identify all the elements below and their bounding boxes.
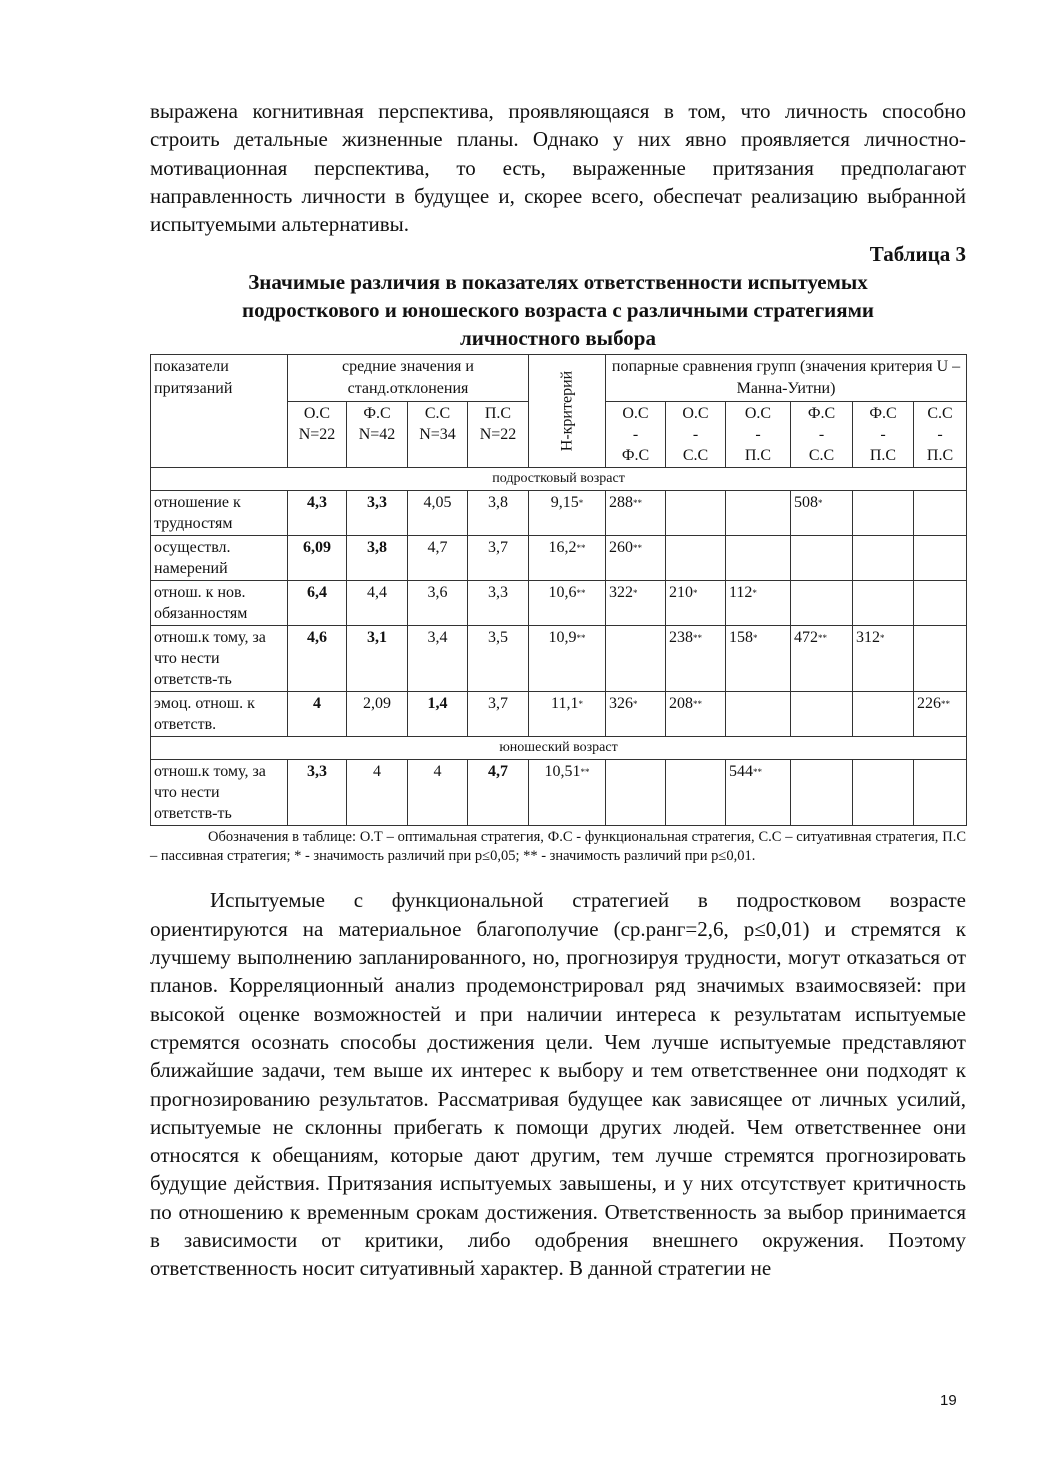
- cell-u: [853, 692, 914, 737]
- cell-u: [914, 491, 967, 536]
- cell-mean: 4,7: [408, 536, 468, 581]
- pair-header: О.С - Ф.С: [606, 402, 666, 468]
- header-indicators: показатели притязаний: [151, 355, 288, 468]
- cell-h: 11,1*: [529, 692, 606, 737]
- header-h-criterion: [529, 355, 606, 468]
- cell-u: [853, 536, 914, 581]
- section-row-youth: [151, 737, 967, 760]
- cell-mean: 3,3: [288, 760, 347, 826]
- cell-u: [726, 536, 791, 581]
- document-page: [150, 97, 966, 1283]
- cell-u: [853, 491, 914, 536]
- cell-u: [791, 581, 853, 626]
- page-number: 19: [940, 1392, 957, 1409]
- cell-h: 9,15*: [529, 491, 606, 536]
- row-label: отнош. к нов. обязанностям: [151, 581, 288, 626]
- table-number: Таблица 3: [869, 242, 966, 267]
- cell-mean: 3,7: [468, 536, 529, 581]
- pair-header: О.С - С.С: [666, 402, 726, 468]
- cell-mean: 3,4: [408, 626, 468, 692]
- cell-mean: 3,1: [347, 626, 408, 692]
- cell-mean: 3,3: [468, 581, 529, 626]
- cell-u: [666, 536, 726, 581]
- table-title: Значимые различия в показателях ответственности испытуемых подросткового и юношеского возраста с различными стратегиями личностного выбора: [242, 270, 874, 351]
- table-row: [151, 491, 967, 536]
- cell-mean: 4: [347, 760, 408, 826]
- cell-u: 544**: [726, 760, 791, 826]
- cell-mean: 3,6: [408, 581, 468, 626]
- cell-mean: 4: [408, 760, 468, 826]
- cell-mean: 3,7: [468, 692, 529, 737]
- cell-h: 10,51**: [529, 760, 606, 826]
- cell-u: 508*: [791, 491, 853, 536]
- pair-header: Ф.С - П.С: [853, 402, 914, 468]
- cell-u: [791, 760, 853, 826]
- cell-u: 288**: [606, 491, 666, 536]
- cell-u: [606, 626, 666, 692]
- paragraph-intro: выражена когнитивная перспектива, проявляющаяся в том, что личность способно строить детальные жизненные планы. Однако у них явно проявляется личностно-мотивационная перспектива, то есть, выраженные притязания предполагают направленность личности в будущее и, скорее всего, обеспечат реализацию выбранной испытуемыми альтернативы.: [150, 99, 966, 237]
- cell-u: [726, 491, 791, 536]
- row-label: эмоц. отнош. к ответств.: [151, 692, 288, 737]
- cell-u: [726, 692, 791, 737]
- group-header: С.С N=34: [408, 402, 468, 468]
- cell-u: 208**: [666, 692, 726, 737]
- header-h-criterion-label: Н-критерий: [558, 371, 576, 452]
- cell-u: 472**: [791, 626, 853, 692]
- paragraph-main: Испытуемые с функциональной стратегией в подростковом возрасте ориентируются на материальное благополучие (ср.ранг=2,6, р≤0,01) и стремятся к лучшему выполнению запланированного, но, прогнозируя трудности, могут отказаться от планов. Корреляционный анализ продемонстрировал ряд значимых взаимосвязей: при высокой оценке возможностей и при наличии интереса к результатам испытуемые стремятся осознать способы достижения цели. Чем лучше испытуемые представляют ближайшие задачи, тем выше их интерес к выбору и тем ответственнее они подходят к прогнозированию результатов. Рассматривая будущее как зависящее от личных усилий, испытуемые не склонны прибегать к помощи других людей. Чем ответственнее они относятся к обещаниям, которые дают другим, тем лучше стремятся прогнозировать будущие действия. Притязания испытуемых завышены, и у них отсутствует критичность по отношению к временным срокам достижения. Ответственность за выбор принимается в зависимости от критики, либо одобрения внешнего окружения. Поэтому ответственность носит ситуативный характер. В данной стратегии не: [150, 888, 966, 1281]
- header-row-1: [151, 355, 967, 402]
- table-note: Обозначения в таблице: О.Т – оптимальная стратегия, Ф.С - функциональная стратегия, С.С – ситуативная стратегия, П.С – пассивная стратегия; * - значимость различий при р≤0,05; ** - значимость различий при р≤0,01.: [150, 829, 966, 865]
- cell-u: [914, 536, 967, 581]
- row-label: отнош.к тому, за что нести ответств-ть: [151, 760, 288, 826]
- cell-u: [914, 626, 967, 692]
- section-youth: юношеский возраст: [151, 737, 967, 760]
- cell-u: 210*: [666, 581, 726, 626]
- cell-u: 158*: [726, 626, 791, 692]
- section-teen: подростковый возраст: [151, 468, 967, 491]
- cell-u: 326*: [606, 692, 666, 737]
- cell-u: 260**: [606, 536, 666, 581]
- cell-mean: 4: [288, 692, 347, 737]
- cell-mean: 6,4: [288, 581, 347, 626]
- cell-mean: 1,4: [408, 692, 468, 737]
- cell-u: 112*: [726, 581, 791, 626]
- group-header: Ф.С N=42: [347, 402, 408, 468]
- cell-mean: 4,7: [468, 760, 529, 826]
- table-row: [151, 760, 967, 826]
- group-header: О.С N=22: [288, 402, 347, 468]
- header-means: средние значения и станд.отклонения: [288, 355, 529, 402]
- cell-u: [791, 692, 853, 737]
- row-label: отнош.к тому, за что нести ответств-ть: [151, 626, 288, 692]
- pair-header: О.С - П.С: [726, 402, 791, 468]
- table-row: [151, 626, 967, 692]
- cell-u: 226**: [914, 692, 967, 737]
- row-label: осуществл. намерений: [151, 536, 288, 581]
- results-table: [150, 354, 967, 826]
- cell-h: 10,9**: [529, 626, 606, 692]
- cell-h: 16,2**: [529, 536, 606, 581]
- table-row: [151, 581, 967, 626]
- cell-u: 238**: [666, 626, 726, 692]
- pair-header: Ф.С - С.С: [791, 402, 853, 468]
- cell-u: [606, 760, 666, 826]
- cell-h: 10,6**: [529, 581, 606, 626]
- table-row: [151, 692, 967, 737]
- cell-u: [791, 536, 853, 581]
- cell-u: [853, 581, 914, 626]
- cell-mean: 2,09: [347, 692, 408, 737]
- cell-mean: 4,05: [408, 491, 468, 536]
- cell-u: [666, 491, 726, 536]
- cell-u: 312*: [853, 626, 914, 692]
- pair-header: С.С - П.С: [914, 402, 967, 468]
- cell-mean: 3,5: [468, 626, 529, 692]
- cell-mean: 3,3: [347, 491, 408, 536]
- cell-mean: 3,8: [468, 491, 529, 536]
- cell-u: [914, 760, 967, 826]
- table-row: [151, 536, 967, 581]
- cell-u: 322*: [606, 581, 666, 626]
- section-row-teen: [151, 468, 967, 491]
- cell-mean: 4,3: [288, 491, 347, 536]
- cell-mean: 6,09: [288, 536, 347, 581]
- cell-u: [666, 760, 726, 826]
- cell-mean: 4,4: [347, 581, 408, 626]
- group-header: П.С N=22: [468, 402, 529, 468]
- cell-u: [914, 581, 967, 626]
- cell-u: [853, 760, 914, 826]
- header-pairs: попарные сравнения групп (значения критерия U – Манна-Уитни): [606, 355, 967, 402]
- cell-mean: 3,8: [347, 536, 408, 581]
- cell-mean: 4,6: [288, 626, 347, 692]
- row-label: отношение к трудностям: [151, 491, 288, 536]
